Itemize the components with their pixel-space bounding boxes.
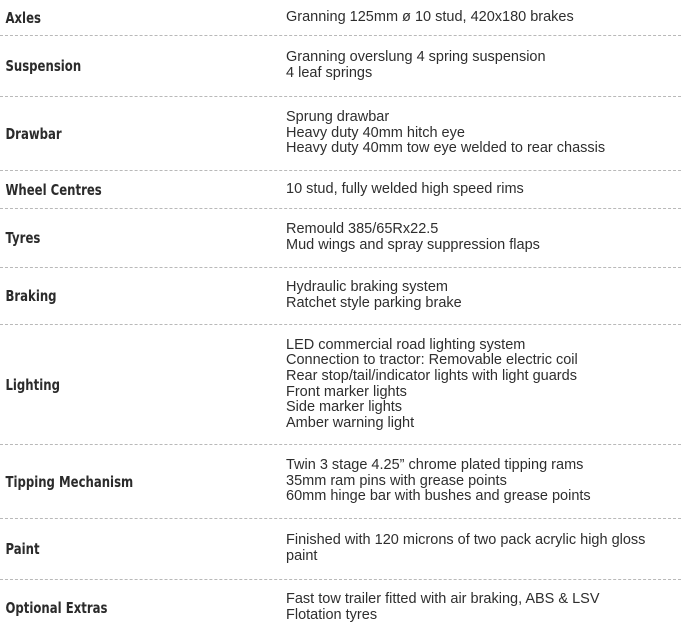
spec-value-line: Fast tow trailer fitted with air braking, ABS & LSV [286, 591, 600, 608]
spec-value-line: 60mm hinge bar with bushes and grease points [286, 488, 591, 505]
spec-row-wheel-centres [0, 171, 681, 209]
spec-values [286, 110, 681, 157]
spec-value-line: Twin 3 stage 4.25” chrome plated tipping rams [286, 457, 584, 474]
spec-values [286, 50, 681, 81]
spec-value-line: 4 leaf springs [286, 65, 373, 81]
spec-value-line: Front marker lights [286, 383, 407, 400]
spec-row-drawbar [0, 97, 681, 171]
spec-row-suspension [0, 36, 681, 97]
spec-value-line: Ratchet style parking brake [286, 295, 462, 311]
spec-label: Optional Extras [5, 599, 108, 617]
spec-values [286, 533, 681, 564]
spec-value-line: Sprung drawbar [286, 109, 390, 126]
spec-values [286, 338, 681, 432]
spec-value-line: LED commercial road lighting system [286, 336, 526, 353]
spec-values [286, 458, 681, 505]
spec-value-line: Heavy duty 40mm tow eye welded to rear chassis [286, 140, 606, 157]
spec-label: Axles [5, 8, 41, 27]
spec-row-tipping-mechanism [0, 445, 681, 519]
spec-value-line: 10 stud, fully welded high speed rims [286, 180, 524, 197]
spec-row-lighting [0, 325, 681, 445]
spec-values [286, 280, 681, 311]
spec-label: Drawbar [5, 124, 62, 143]
spec-label: Lighting [5, 375, 60, 394]
spec-label: Tipping Mechanism [5, 472, 134, 491]
spec-label: Wheel Centres [5, 180, 102, 199]
spec-value-line: Side marker lights [286, 399, 403, 416]
spec-value-line: Amber warning light [286, 414, 415, 431]
spec-row-optional-extras [0, 580, 681, 636]
spec-value-line: Mud wings and spray suppression flaps [286, 237, 540, 253]
spec-label: Tyres [5, 229, 41, 247]
spec-value-line: Connection to tractor: Removable electric coil [286, 352, 578, 369]
spec-row-tyres [0, 209, 681, 268]
spec-label: Suspension [5, 57, 82, 75]
spec-values [286, 222, 681, 253]
spec-label: Paint [5, 540, 40, 558]
spec-value-line: Remould 385/65Rx22.5 [286, 221, 439, 238]
spec-label: Braking [5, 287, 57, 305]
spec-value-line: Finished with 120 microns of two pack acrylic high gloss paint [286, 532, 646, 564]
spec-value-line: Rear stop/tail/indicator lights with light guards [286, 367, 577, 384]
spec-values [286, 182, 681, 198]
spec-value-line: Flotation tyres [286, 607, 378, 623]
spec-value-line: Hydraulic braking system [286, 279, 448, 296]
spec-values [286, 10, 681, 26]
spec-value-line: Heavy duty 40mm hitch eye [286, 124, 465, 141]
spec-row-paint [0, 519, 681, 580]
spec-row-braking [0, 268, 681, 325]
spec-value-line: Granning overslung 4 spring suspension [286, 49, 546, 66]
spec-value-line: 35mm ram pins with grease points [286, 472, 507, 489]
spec-values [286, 592, 681, 623]
spec-value-line: Granning 125mm ø 10 stud, 420x180 brakes [286, 8, 574, 25]
spec-row-axles [0, 0, 681, 36]
